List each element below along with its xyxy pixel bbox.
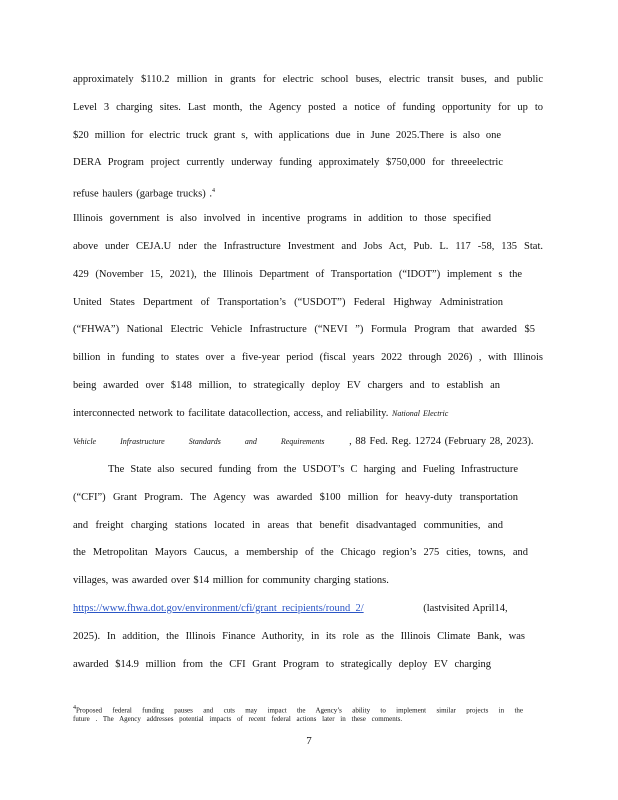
body-line-18: the Metropolitan Mayors Caucus, a membership of the Chicago region’s 275 cities, towns, and [73,547,528,558]
citation-title-part-1: National Electric [391,409,449,418]
body-line-7: above under CEJA.U nder the Infrastructure Investment and Jobs Act, Pub. L. 117 -58, 135 Stat. [73,241,543,252]
body-line-11: billion in funding to states over a five-year period (fiscal years 2022 through 2026) , with Illinois [73,352,543,363]
body-line-14 [73,435,543,449]
citation-title-part-2: Vehicle Infrastructure Standards and Requirements [73,437,325,446]
body-line-22: awarded $14.9 million from the CFI Grant Program to strategically deploy EV charging [73,659,491,670]
body-line-5 [73,184,543,202]
cfi-grant-recipients-link[interactable]: https://www.fhwa.dot.gov/environment/cfi/grant_recipients/round_2/ [73,603,364,614]
body-line-13 [73,407,543,421]
body-line-8: 429 (November 15, 2021), the Illinois Department of Transportation (“IDOT”) implement s the [73,269,522,280]
body-line-19: villages, was awarded over $14 million for community charging stations. [73,575,389,586]
footnote-marker: 4 [73,705,76,711]
body-line-6: Illinois government is also involved in incentive programs in addition to those specified [73,213,491,224]
body-line-15: The State also secured funding from the USDOT’s C harging and Fueling Infrastructure [108,464,518,475]
body-line-17: and freight charging stations located in areas that benefit disadvantaged communities, and [73,520,503,531]
page-number: 7 [306,735,312,747]
body-line-2: Level 3 charging sites. Last month, the Agency posted a notice of funding opportunity for up to [73,102,543,113]
body-line-10: (“FHWA”) National Electric Vehicle Infrastructure (“NEVI ”) Formula Program that awarded $5 [73,324,535,335]
body-line-9: United States Department of Transportation’s (“USDOT”) Federal Highway Administration [73,297,503,308]
footnote-reference: 4 [211,188,215,194]
link-access-note: (lastvisited April14, [423,603,508,614]
body-line-1: approximately $110.2 million in grants for electric school buses, electric transit buses, and public [73,74,543,85]
body-line-13-text: interconnected network to facilitate datacollection, access, and reliability. [73,408,389,419]
footnote-line-2: future . The Agency addresses potential impacts of recent federal actions later in these comments. [73,715,403,723]
body-line-4: DERA Program project currently underway funding approximately $750,000 for threeelectric [73,157,503,168]
body-line-3: $20 million for electric truck grant s, with applications due in June 2025.There is also one [73,130,501,141]
body-line-20 [73,602,543,616]
body-line-21: 2025). In addition, the Illinois Finance Authority, in its role as the Illinois Climate Bank, was [73,631,525,642]
footnote-text-1: Proposed federal funding pauses and cuts may impact the Agency’s ability to implement similar projects in the [76,706,523,715]
body-line-16: (“CFI”) Grant Program. The Agency was awarded $100 million for heavy-duty transportation [73,492,518,503]
body-line-5-text: refuse haulers (garbage trucks) . [73,188,212,200]
citation-reference: , 88 Fed. Reg. 12724 (February 28, 2023). [349,436,534,447]
footnote-separator [73,694,213,695]
body-line-12: being awarded over $148 million, to strategically deploy EV chargers and to establish an [73,380,500,391]
